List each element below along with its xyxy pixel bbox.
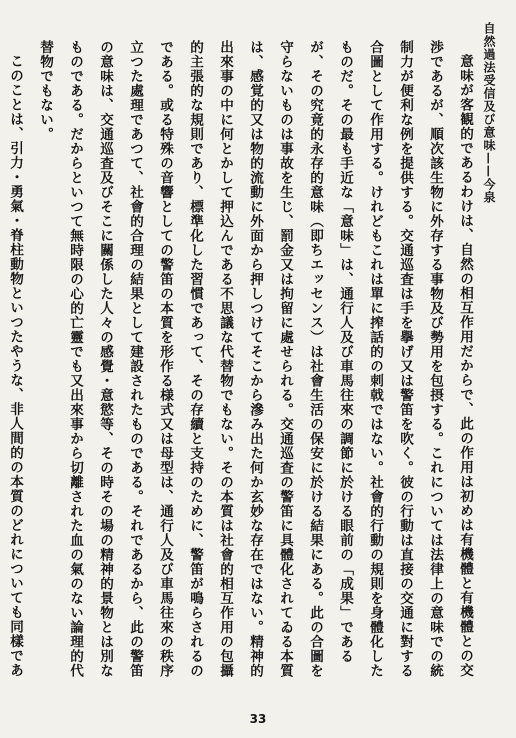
paragraph: このことは、引力・勇氣・脊柱動物といつたやうな、非人間的の本質のどれについても同樣であ [7,53,23,678]
page-number: 33 [249,712,267,726]
body-text [7,40,480,690]
paragraph: 意味が客観的であるわけは、自然の相互作用だからで、此の作用は初めは有機體と有機體との交渉であるが、順次該生物に外存する事物及び勢用を包摂する。これについては法律上の意味での統制力が便利な例を提供する。交通巡査は手を擧げ又は警笛を吹く。彼の行動は直接の交通に對する合圖として作用する。けれどもこれは單に搾話的の刺戟ではない。社會的行動の規則を身體化したものだ。その最も手近な「意味」は、通行人及び車馬往來の調節に於ける眼前の「成果」であるが、その究竟的永存的意味（即ちエッセンス）は社會生活の保安に於ける結果にある。此の合圖を守らないものは事故を生じ、罰金又は拘留に處せられる。交通巡査の警笛に具體化されてゐる本質は、感覚的又は物的流動に外面から押しつけてそこから滲み出た何か玄妙な存在ではない。精神的出來事の中に何とかして押込んである不思議な代替物でもない。その本質は社會的相互作用の包攝的主張的な規則であり、標準化した習慣であって、その存續と支持のために、警笛が鳴らされるのである。或る特殊の音響としての警笛の本質を形作る様式又は母型は、通行人及び車馬往來の秩序立つた處理であつて、社會的合理の結果として建設されたものである。それであるから、此の警笛の意味は、交通巡査及びそこに關係した人々の感覺・意慾等、その時その場の精神的景物とは別なものである。だからといつて無時限の心的亡靈でも又出來事から切離された血の氣のない論理的代替物でもない。 [37,40,473,678]
running-head: 自然過法受信及び意味——今泉 [482,22,496,204]
